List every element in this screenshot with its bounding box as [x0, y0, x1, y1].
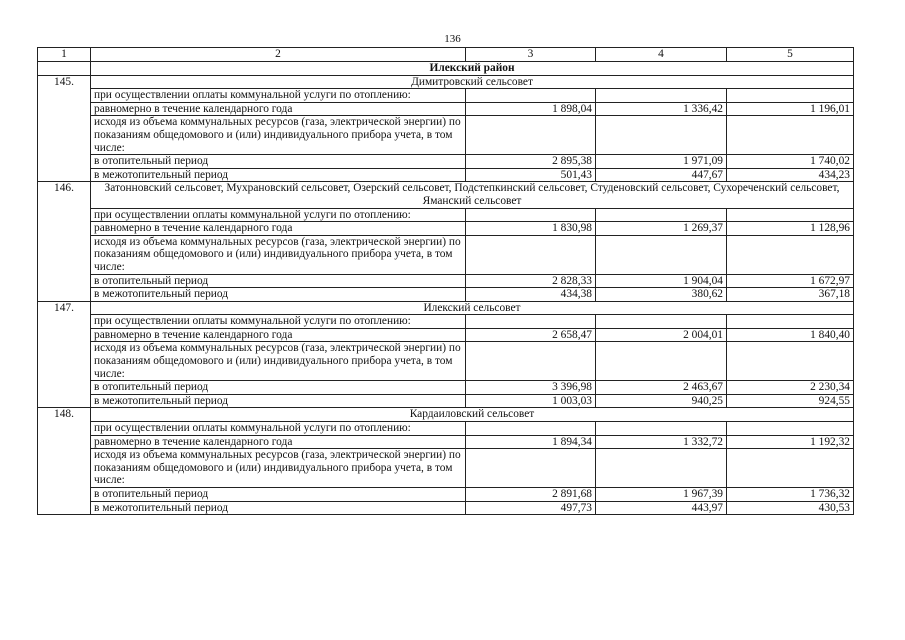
table-row: [38, 381, 854, 395]
value-col-4: 1 336,42: [596, 102, 727, 116]
value-col-5: 1 196,01: [727, 102, 854, 116]
value-col-3: 2 658,47: [466, 328, 596, 342]
value-col-5: 1 192,32: [727, 435, 854, 449]
table-row: [38, 422, 854, 436]
value-col-4: 443,97: [596, 501, 727, 515]
row-description: в отопительный период: [91, 155, 466, 169]
section-name: Димитровский сельсовет: [91, 75, 854, 89]
table-row: [38, 315, 854, 329]
value-col-3: 501,43: [466, 168, 596, 182]
row-description: в межотопительный период: [91, 501, 466, 515]
value-col-3: 3 396,98: [466, 381, 596, 395]
row-description: равномерно в течение календарного года: [91, 435, 466, 449]
value-col-4: 2 004,01: [596, 328, 727, 342]
table-row: [38, 222, 854, 236]
row-description: при осуществлении оплаты коммунальной услуги по отоплению:: [91, 422, 466, 436]
value-col-3: 497,73: [466, 501, 596, 515]
table-row: [38, 89, 854, 103]
row-description: в отопительный период: [91, 381, 466, 395]
section-number: 148.: [38, 408, 91, 515]
row-description: при осуществлении оплаты коммунальной услуги по отоплению:: [91, 315, 466, 329]
table-row: [38, 235, 854, 274]
row-description: равномерно в течение календарного года: [91, 328, 466, 342]
value-col-3: 2 828,33: [466, 274, 596, 288]
value-col-5: 2 230,34: [727, 381, 854, 395]
value-col-4: 447,67: [596, 168, 727, 182]
value-col-4: [596, 208, 727, 222]
value-col-5: 1 672,97: [727, 274, 854, 288]
district-title: Илекский район: [91, 62, 854, 76]
value-col-5: 1 840,40: [727, 328, 854, 342]
table-row: [38, 435, 854, 449]
section-number: 146.: [38, 182, 91, 301]
value-col-5: [727, 89, 854, 103]
table-row: [38, 288, 854, 302]
value-col-4: 1 904,04: [596, 274, 727, 288]
value-col-5: 1 736,32: [727, 488, 854, 502]
district-row: [38, 62, 854, 76]
value-col-3: [466, 422, 596, 436]
row-description: исходя из объема коммунальных ресурсов (газа, электрической энергии) по показаниям общедомового и (или) индивидуального прибора учета, в том числе:: [91, 116, 466, 155]
table-row: [38, 155, 854, 169]
value-col-3: [466, 89, 596, 103]
district-num-cell: [38, 62, 91, 76]
value-col-5: 1 128,96: [727, 222, 854, 236]
value-col-4: [596, 422, 727, 436]
value-col-3: 1 898,04: [466, 102, 596, 116]
row-description: при осуществлении оплаты коммунальной услуги по отоплению:: [91, 208, 466, 222]
table-row: [38, 328, 854, 342]
value-col-4: 1 967,39: [596, 488, 727, 502]
page-number: 136: [444, 33, 461, 45]
value-col-4: 1 332,72: [596, 435, 727, 449]
section-header-row: [38, 182, 854, 208]
value-col-3: 1 830,98: [466, 222, 596, 236]
header-cell: 3: [466, 48, 596, 62]
section-number: 147.: [38, 301, 91, 408]
table-row: [38, 488, 854, 502]
value-col-4: [596, 89, 727, 103]
value-col-4: [596, 315, 727, 329]
value-col-3: 1 003,03: [466, 394, 596, 408]
row-description: исходя из объема коммунальных ресурсов (газа, электрической энергии) по показаниям общедомового и (или) индивидуального прибора учета, в том числе:: [91, 342, 466, 381]
row-description: в межотопительный период: [91, 288, 466, 302]
value-col-4: [596, 116, 727, 155]
value-col-5: [727, 449, 854, 488]
row-description: в межотопительный период: [91, 168, 466, 182]
value-col-5: [727, 208, 854, 222]
value-col-4: [596, 342, 727, 381]
value-col-5: [727, 235, 854, 274]
value-col-4: 1 269,37: [596, 222, 727, 236]
value-col-5: 430,53: [727, 501, 854, 515]
value-col-3: [466, 449, 596, 488]
row-description: равномерно в течение календарного года: [91, 222, 466, 236]
value-col-5: [727, 342, 854, 381]
table-row: [38, 342, 854, 381]
section-name: Илекский сельсовет: [91, 301, 854, 315]
row-description: исходя из объема коммунальных ресурсов (газа, электрической энергии) по показаниям общедомового и (или) индивидуального прибора учета, в том числе:: [91, 235, 466, 274]
value-col-5: 434,23: [727, 168, 854, 182]
table-row: [38, 501, 854, 515]
row-description: равномерно в течение календарного года: [91, 102, 466, 116]
value-col-5: [727, 315, 854, 329]
value-col-3: 434,38: [466, 288, 596, 302]
value-col-3: [466, 315, 596, 329]
value-col-5: [727, 116, 854, 155]
section-name: Затонновский сельсовет, Мухрановский сельсовет, Озерский сельсовет, Подстепкинский сельсовет, Студеновский сельсовет, Сухореченский сельсовет, Яманский сельсовет: [91, 182, 854, 208]
value-col-3: [466, 116, 596, 155]
table-row: [38, 168, 854, 182]
value-col-5: [727, 422, 854, 436]
row-description: в отопительный период: [91, 488, 466, 502]
table-row: [38, 274, 854, 288]
header-row: [38, 48, 854, 62]
value-col-5: 1 740,02: [727, 155, 854, 169]
value-col-3: 2 895,38: [466, 155, 596, 169]
value-col-3: [466, 342, 596, 381]
value-col-4: 2 463,67: [596, 381, 727, 395]
value-col-5: 367,18: [727, 288, 854, 302]
section-header-row: [38, 408, 854, 422]
value-col-4: 940,25: [596, 394, 727, 408]
section-header-row: [38, 301, 854, 315]
value-col-5: 924,55: [727, 394, 854, 408]
value-col-3: [466, 208, 596, 222]
value-col-4: [596, 449, 727, 488]
header-cell: 1: [38, 48, 91, 62]
row-description: исходя из объема коммунальных ресурсов (газа, электрической энергии) по показаниям общедомового и (или) индивидуального прибора учета, в том числе:: [91, 449, 466, 488]
value-col-4: 1 971,09: [596, 155, 727, 169]
header-cell: 4: [596, 48, 727, 62]
row-description: в отопительный период: [91, 274, 466, 288]
value-col-3: 1 894,34: [466, 435, 596, 449]
table-row: [38, 394, 854, 408]
value-col-3: 2 891,68: [466, 488, 596, 502]
value-col-3: [466, 235, 596, 274]
row-description: в межотопительный период: [91, 394, 466, 408]
section-name: Кардаиловский сельсовет: [91, 408, 854, 422]
header-cell: 2: [91, 48, 466, 62]
value-col-4: 380,62: [596, 288, 727, 302]
section-number: 145.: [38, 75, 91, 182]
table-row: [38, 449, 854, 488]
header-cell: 5: [727, 48, 854, 62]
table-row: [38, 208, 854, 222]
section-header-row: [38, 75, 854, 89]
value-col-4: [596, 235, 727, 274]
table-row: [38, 102, 854, 116]
table-row: [38, 116, 854, 155]
row-description: при осуществлении оплаты коммунальной услуги по отоплению:: [91, 89, 466, 103]
tariff-table: [37, 47, 854, 515]
